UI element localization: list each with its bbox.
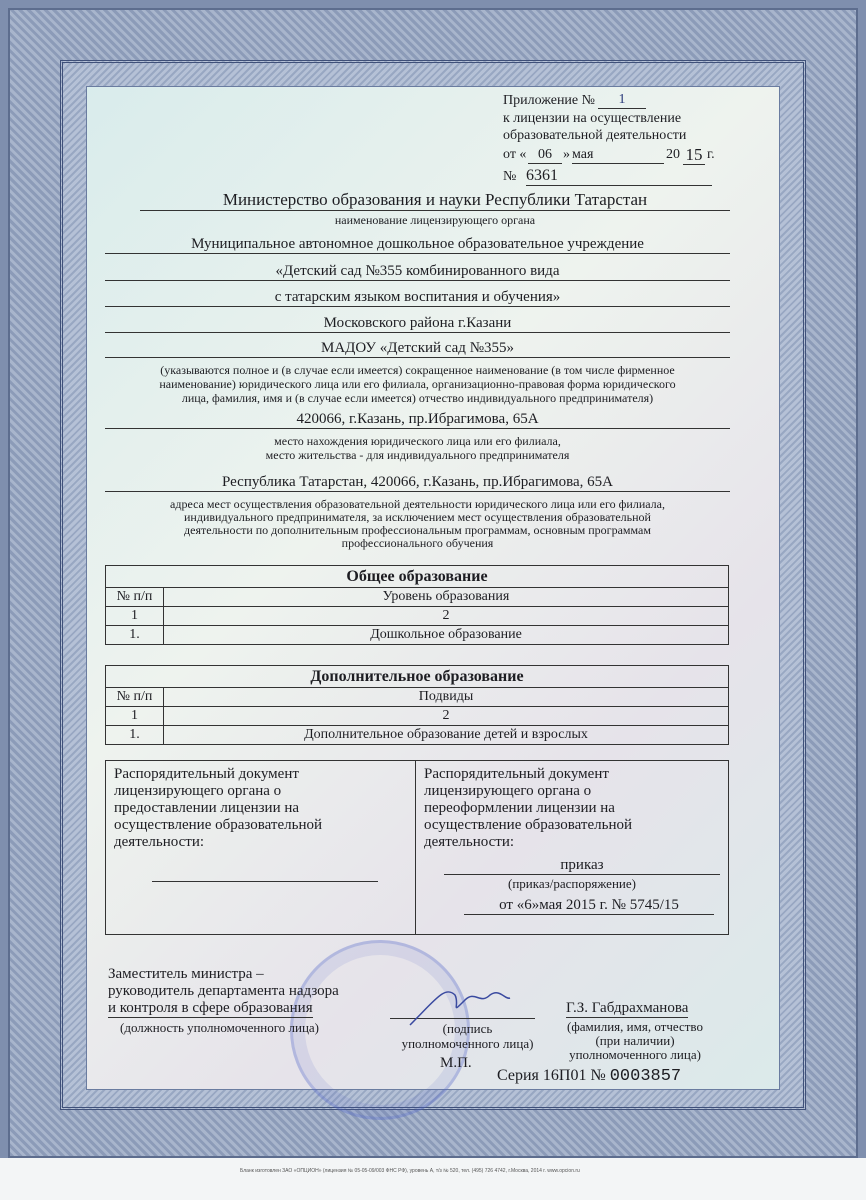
date-month: мая: [572, 146, 664, 164]
printer-footer: Бланк изготовлен ЗАО «ОПЦИОН» (лицензия № 05-05-09/003 ФНС РФ), уровень А, т/з № 520, тел. (495) 726 4742, г.Москва, 2014 г. www.opcion.ru: [240, 1168, 580, 1174]
signer-position: и контроля в сфере образования: [108, 1000, 313, 1016]
date-year: 15: [683, 145, 705, 165]
table-cell: Дошкольное образование: [164, 626, 729, 645]
table-cell: 1.: [106, 626, 164, 645]
date-sep: »: [563, 147, 570, 162]
address-caption: деятельности по дополнительным профессиональным программам, основным программам: [184, 523, 651, 537]
org-line: Московского района г.Казани: [105, 315, 730, 333]
general-education-table: [105, 565, 729, 645]
column-header: Подвиды: [164, 688, 729, 707]
appendix-label: Приложение №: [503, 93, 595, 108]
blank-series: [497, 1066, 681, 1086]
blank-line: [152, 881, 378, 882]
org-short-name: МАДОУ «Детский сад №355»: [105, 340, 730, 358]
signer-name: Г.З. Габдрахманова: [566, 1000, 689, 1016]
org-caption: наименование) юридического лица или его филиала, организационно-правовая форма юридического: [159, 377, 676, 391]
caption-line: (при наличии): [595, 1033, 675, 1048]
order-text: осуществление образовательной: [424, 817, 632, 833]
order-text: деятельности:: [424, 834, 515, 850]
table-cell: Дополнительное образование детей и взрослых: [164, 726, 729, 745]
order-text: лицензирующего органа о: [424, 783, 592, 799]
table-row: [106, 626, 729, 645]
caption-line: уполномоченного лица): [401, 1036, 534, 1051]
location-caption: место нахождения юридического лица или его филиала,: [274, 434, 561, 448]
appendix-line: образовательной деятельности: [503, 128, 687, 143]
year-prefix: 20: [666, 147, 680, 162]
table-title: Дополнительное образование: [106, 666, 729, 688]
position-caption: (должность уполномоченного лица): [120, 1020, 320, 1035]
table-cell: 1.: [106, 726, 164, 745]
order-text: переоформлении лицензии на: [424, 800, 615, 816]
address-caption: профессионального обучения: [341, 536, 494, 550]
num-prefix: №: [503, 169, 517, 184]
seal-place: М.П.: [440, 1055, 472, 1071]
org-line: Муниципальное автономное дошкольное образовательное учреждение: [105, 236, 730, 254]
location-caption: место жительства - для индивидуального предпринимателя: [265, 448, 570, 462]
appendix-number: 1: [598, 91, 646, 109]
org-line: с татарским языком воспитания и обучения»: [105, 289, 730, 307]
table-title: Общее образование: [106, 566, 729, 588]
signer-position: Заместитель министра –: [108, 966, 264, 982]
column-header: № п/п: [106, 588, 164, 607]
additional-education-table: [105, 665, 729, 745]
caption-line: уполномоченного лица): [569, 1047, 701, 1062]
date-prefix: от «: [503, 147, 527, 162]
license-number: 6361: [526, 167, 712, 186]
table-cell: 1: [106, 607, 164, 626]
authority-name: Министерство образования и науки Республики Татарстан: [140, 190, 730, 211]
caption-line: (фамилия, имя, отчество: [567, 1019, 703, 1034]
org-caption: (указываются полное и (в случае если имеется) сокращенное наименование (в том числе фирменное: [160, 363, 675, 377]
series-num-label: №: [590, 1067, 606, 1084]
order-grant-box: [105, 760, 416, 935]
caption-line: (подпись: [442, 1021, 493, 1036]
series-number: 0003857: [609, 1067, 682, 1086]
address-caption: индивидуального предпринимателя, за исключением мест осуществления образовательной: [184, 510, 651, 524]
order-type-caption: (приказ/распоряжение): [508, 876, 636, 891]
org-caption: лица, фамилия, имя и (в случае если имеется) отчество индивидуального предпринимателя): [181, 391, 654, 405]
signature-caption: [395, 1021, 540, 1051]
column-header: Уровень образования: [164, 588, 729, 607]
order-reissue-box: [415, 760, 729, 935]
table-cell: 2: [164, 707, 729, 726]
year-suffix: г.: [707, 147, 715, 162]
table-row: [106, 726, 729, 745]
order-text: деятельности:: [114, 834, 205, 850]
date-day: 06: [528, 146, 562, 164]
order-text: Распорядительный документ: [114, 766, 299, 782]
appendix-line: к лицензии на осуществление: [503, 111, 682, 126]
order-text: осуществление образовательной: [114, 817, 322, 833]
table-cell: 1: [106, 707, 164, 726]
order-text: лицензирующего органа о: [114, 783, 282, 799]
signer-position: руководитель департамента надзора: [108, 983, 339, 999]
order-reference: от «6»мая 2015 г. № 5745/15: [464, 897, 714, 915]
order-text: предоставлении лицензии на: [114, 800, 300, 816]
series-label: Серия: [497, 1067, 539, 1084]
address-caption: адреса мест осуществления образовательной деятельности юридического лица или его филиала,: [170, 497, 665, 511]
series-value: 16П01: [542, 1067, 587, 1084]
activity-address: Республика Татарстан, 420066, г.Казань, пр.Ибрагимова, 65А: [105, 474, 730, 492]
org-line: «Детский сад №355 комбинированного вида: [105, 263, 730, 281]
column-header: № п/п: [106, 688, 164, 707]
table-cell: 2: [164, 607, 729, 626]
order-text: Распорядительный документ: [424, 766, 609, 782]
authority-caption: наименование лицензирующего органа: [334, 213, 536, 227]
location-value: 420066, г.Казань, пр.Ибрагимова, 65А: [105, 411, 730, 429]
bottom-margin: [0, 1158, 866, 1200]
order-type: приказ: [444, 857, 720, 875]
name-caption: [550, 1020, 720, 1062]
